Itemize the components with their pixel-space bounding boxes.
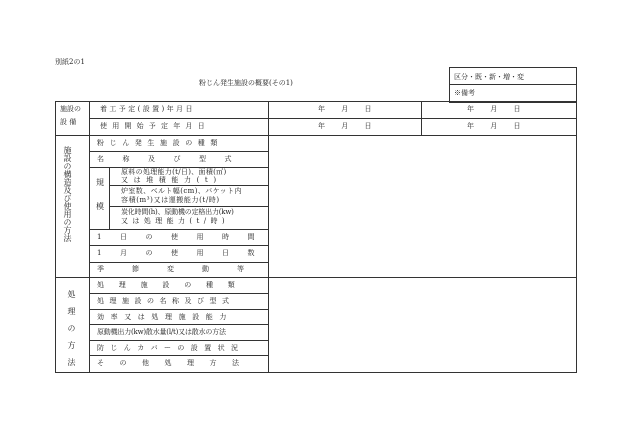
category-options: 区分・既・新・増・変 xyxy=(454,73,524,81)
other-treatment-label: その他処理方法 xyxy=(97,359,255,367)
treatment-section-label: 処理の方法 xyxy=(67,290,76,375)
monthly-days-label: 1月の使用日数 xyxy=(97,249,273,257)
structure-section-label: 施設の構造及び使用の方法 xyxy=(63,146,72,242)
scale-row-3-line2: 又は処理能力(t/時) xyxy=(121,217,230,225)
use-start-date-2: 年 月 日 xyxy=(467,122,521,130)
doc-label: 別紙2の1 xyxy=(55,58,85,66)
scale-label-2: 模 xyxy=(96,202,104,211)
install-start-date-2: 年 月 日 xyxy=(467,105,521,113)
facility-type-label: 粉じん発生施設の種類 xyxy=(97,139,223,147)
treatment-efficiency-label: 効率又は処理施設能力 xyxy=(97,313,233,321)
treatment-type-label: 処理施設の種類 xyxy=(97,281,250,289)
install-section-label-2: 設 備 xyxy=(60,118,77,126)
scale-row-1-line2: 又は堆積能力(t) xyxy=(121,176,222,184)
remarks-label: ※備考 xyxy=(454,89,475,97)
treatment-power-label: 原動機出力(kw)散水量(l/t)又は散水の方法 xyxy=(97,328,226,336)
install-start-date-1: 年 月 日 xyxy=(318,105,372,113)
scale-label-1: 規 xyxy=(96,178,104,187)
use-start-date-1: 年 月 日 xyxy=(318,122,372,130)
daily-hours-label: 1日の使用時間 xyxy=(97,233,273,241)
seasonal-variation-label: 季節変動等 xyxy=(97,265,272,273)
scale-row-3-line1: 炭化時間(h)、原動機の定格出力(kw) xyxy=(121,208,234,216)
scale-row-1-line1: 原料の処理能力(t/日)、面積(㎡) xyxy=(121,168,227,176)
treatment-name-label: 処理施設の名称及び型式 xyxy=(97,297,235,305)
scale-row-2-line2: 容積(m³)又は運搬能力(t/時) xyxy=(121,196,220,204)
dust-cover-label: 防じんカバーの設置状況 xyxy=(97,344,245,352)
use-start-label: 使用開始予定年月日 xyxy=(100,122,210,130)
install-start-label: 着工予定(設置)年月日 xyxy=(100,105,195,113)
name-model-label: 名称及び型式 xyxy=(97,155,250,163)
install-section-label-1: 施設の xyxy=(60,105,81,113)
scale-row-2-line1: 炉室数、ベルト幅(cm)、バケット内 xyxy=(121,187,242,195)
page-title: 粉じん発生施設の概要(その1) xyxy=(199,79,293,87)
